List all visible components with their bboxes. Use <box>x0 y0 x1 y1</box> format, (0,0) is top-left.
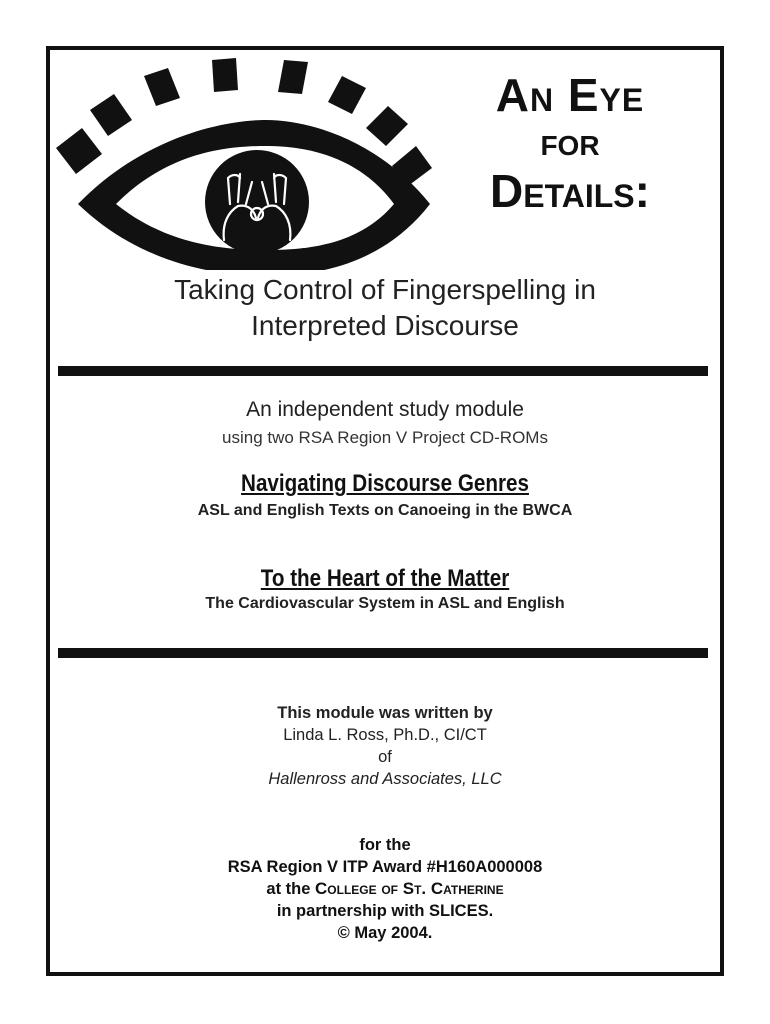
author-credits <box>60 702 710 790</box>
divider-bar <box>58 366 708 376</box>
module-heading: An independent study module <box>246 398 524 421</box>
eyelash-3 <box>144 68 180 106</box>
eyelash-5 <box>278 60 308 94</box>
iris <box>205 150 309 254</box>
cd-rom-title-1: Navigating Discourse Genres <box>241 470 529 497</box>
organization-name: Hallenross and Associates, LLC <box>268 770 502 788</box>
partnership-line: in partnership with SLICES. <box>276 902 494 920</box>
written-by-line: This module was written by <box>277 704 493 722</box>
college-line <box>60 878 710 900</box>
eyelash-4 <box>212 58 238 92</box>
at-the-text: at the <box>266 880 311 898</box>
document-title <box>420 69 720 217</box>
award-info <box>60 834 710 944</box>
subtitle-line-2: Interpreted Discourse <box>251 310 519 341</box>
title-line-3: Details: <box>490 165 650 217</box>
cd-rom-title-2: To the Heart of the Matter <box>260 565 510 592</box>
eyelash-6 <box>328 76 366 114</box>
title-line-2: for <box>540 120 600 164</box>
eyelash-2 <box>90 94 132 136</box>
eyelash-7 <box>366 106 408 146</box>
college-name: College of St. Catherine <box>315 879 504 898</box>
of-line: of <box>378 748 392 766</box>
subtitle-line-1: Taking Control of Fingerspelling in <box>174 274 596 305</box>
author-name: Linda L. Ross, Ph.D., CI/CT <box>283 726 487 744</box>
eyelash-1 <box>56 128 102 174</box>
title-line-1: An Eye <box>495 69 645 121</box>
divider-bar <box>58 648 708 658</box>
document-subtitle <box>60 272 710 344</box>
award-number: RSA Region V ITP Award #H160A000008 <box>227 858 543 876</box>
eye-logo-icon <box>52 54 452 270</box>
cd-rom-subtitle-1: ASL and English Texts on Canoeing in the BWCA <box>197 502 573 519</box>
copyright-line: © May 2004. <box>337 924 433 942</box>
cd-rom-subtitle-2: The Cardiovascular System in ASL and English <box>205 595 565 612</box>
module-subheading: using two RSA Region V Project CD-ROMs <box>222 428 548 447</box>
for-the-line: for the <box>359 836 411 854</box>
